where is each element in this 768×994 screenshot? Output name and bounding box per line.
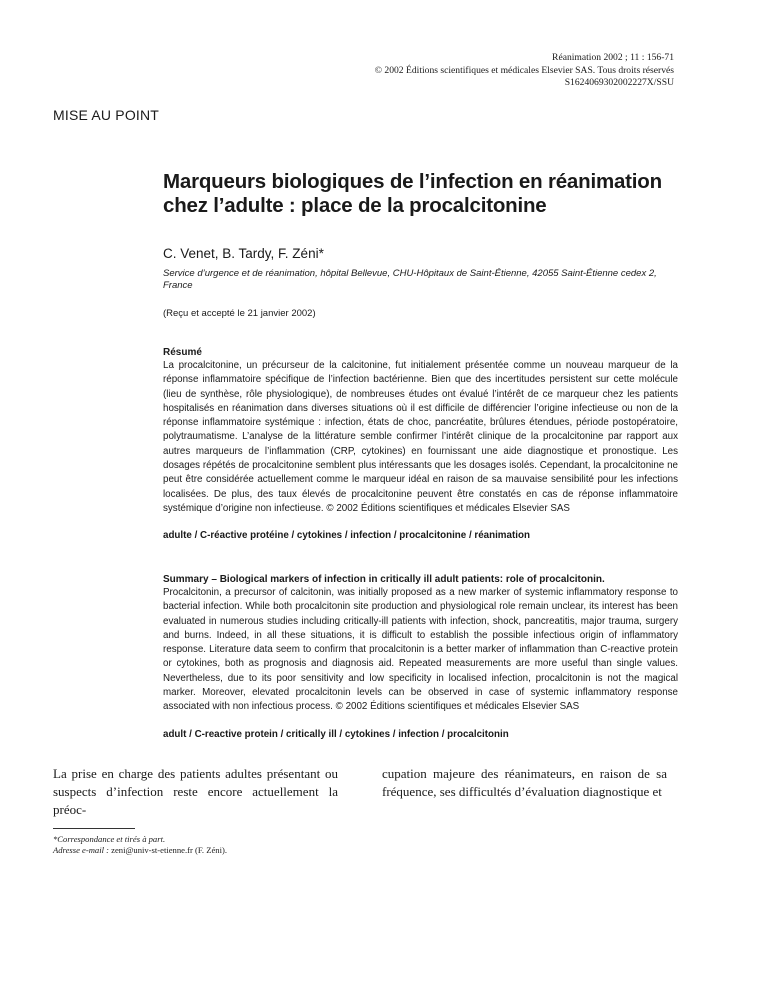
body-column-right: cupation majeure des réanimateurs, en raison de sa fréquence, ses difficultés d’évaluation diagnostique et [382,766,667,799]
body-column-left: La prise en charge des patients adultes présentant ou suspects d’infection reste encore actuellement la préoc- [53,766,338,817]
summary-text: Procalcitonin, a precursor of calcitonin, was initially proposed as a new marker of systemic inflammatory response to bacterial infection. While both procalcitonin site production and physiological role remain unclear, its interest has been evaluated in numerous studies including critically-ill patients with infection, shock, pancreatitis, major trauma, surgery and burns. Indeed, in all these situations, it is difficult to establish the possible infectious origin of inflammatory response. Literature data seem to confirm that procalcitonin is a better marker of inflammation than C-reactive protein or cytokines, both as prognosis and diagnosis aid. Repeated measurements are more useful than single values. Nevertheless, due to its poor sensitivity and low specificity in localised infection, procalcitonin is not the magical marker. Moreover, elevated procalcitonin levels can be observed in case of systemic inflammatory response associated with non infectious process. © 2002 Éditions scientifiques et médicales Elsevier SAS [163,587,678,713]
summary-section [163,574,678,740]
journal-citation: Réanimation 2002 ; 11 : 156-71 [552,52,674,63]
footnote [53,834,227,856]
footnote-email: zeni@univ-st-etienne.fr (F. Zéni). [111,845,227,855]
footnote-email-line [53,845,227,856]
section-label: MISE AU POINT [53,107,160,123]
article-title: Marqueurs biologiques de l’infection en réanimation chez l’adulte : place de la procalcitonine [163,170,662,217]
resume-text: La procalcitonine, un précurseur de la calcitonine, fut initialement présentée comme un nouveau marqueur de la réponse inflammatoire spécifique de l’infection bactérienne. Bien que des incertitudes persistent sur cette molécule (lieu de synthèse, rôle physiologique), de nombreuses études ont évalué l’intérêt de ce marqueur chez les patients hospitalisés en réanimation dans diverses situations où il est difficile de différencier l’origine infectieuse ou non de la réponse inflammatoire systémique : infection, états de choc, pancréatite, brûlures étendues, période postopératoire, polytraumatisme. L’analyse de la littérature semble confirmer l’intérêt clinique de la procalcitonine par rapport aux autres marqueurs de l’inflammation (CRP, cytokines) en fournissant une aide diagnostique et pronostique. Les dosages répétés de procalcitonine semblent plus intéressants que les dosages isolés. Cependant, la procalcitonine ne peut être considérée actuellement comme le marqueur idéal en raison de sa mauvaise sensibilité pour les infections localisées. De plus, des taux élevés de procalcitonine peuvent être constatés en cas de réponse inflammatoire systémique d’origine non infectieuse. © 2002 Éditions scientifiques et médicales Elsevier SAS [163,360,678,514]
resume-section [163,347,678,541]
doi-line: S1624069302002227X/SSU [564,77,674,88]
summary-keywords: adult / C-reactive protein / critically ill / cytokines / infection / procalcitonin [163,728,509,740]
received-date: (Reçu et accepté le 21 janvier 2002) [163,308,316,319]
resume-keywords: adulte / C-réactive protéine / cytokines / infection / procalcitonine / réanimation [163,530,530,542]
authors: C. Venet, B. Tardy, F. Zéni* [163,246,324,261]
footnote-email-label: Adresse e-mail : [53,845,110,855]
affiliation: Service d’urgence et de réanimation, hôpital Bellevue, CHU-Hôpitaux de Saint-Étienne, 42055 Saint-Étienne cedex 2, France [163,268,657,291]
summary-heading: Summary – Biological markers of infection in critically ill adult patients: role of procalcitonin. [163,574,605,585]
journal-header [154,52,674,90]
resume-heading: Résumé [163,347,202,358]
copyright-line: © 2002 Éditions scientifiques et médicales Elsevier SAS. Tous droits réservés [374,64,674,76]
footnote-correspondence: *Correspondance et tirés à part. [53,834,166,844]
footnote-divider [53,828,135,829]
